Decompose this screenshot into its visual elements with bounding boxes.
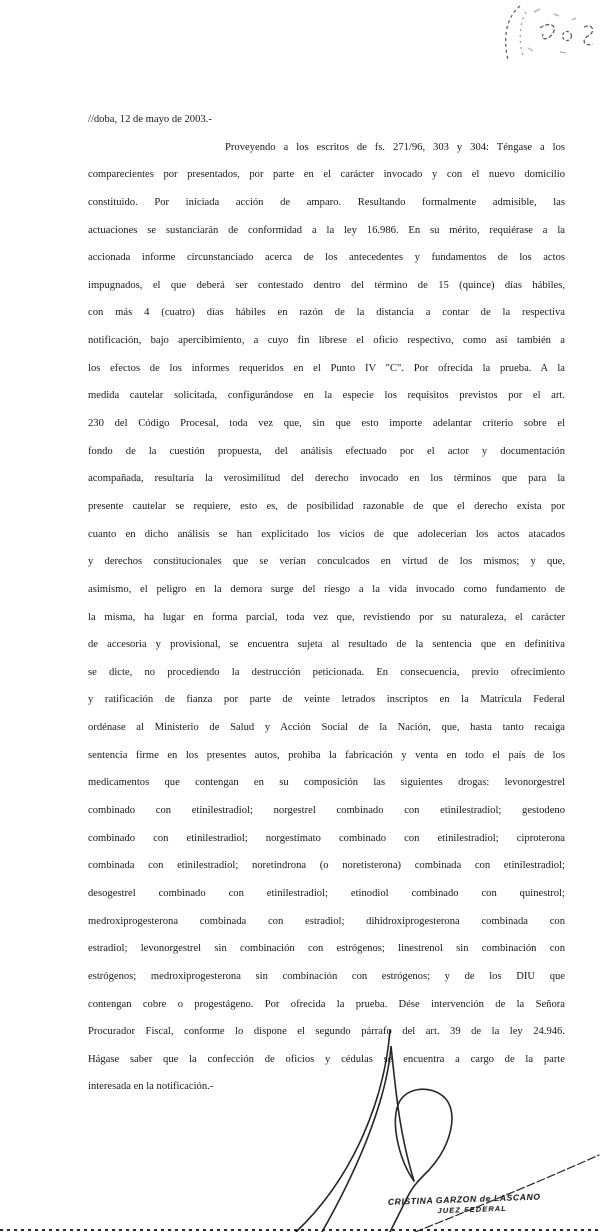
body-line: medida cautelar solicitada, configurándose en la especie los requisitos previstos por el art.: [88, 390, 565, 402]
body-line: acompañada, resultaría la verosimilitud del derecho invocado en los términos que para la: [88, 473, 565, 485]
body-line: combinado con etinilestradiol; norgestrel combinado con etinilestradiol; gestodeno: [88, 805, 565, 817]
body-line: cuanto en dicho análisis se han explicitado los vicios de que adolecerían los actos atacados: [88, 528, 565, 540]
body-line: constituido. Por iniciada acción de amparo. Resultando formalmente admisible, las: [88, 196, 565, 208]
body-line: comparecientes por presentados, por parte en el carácter invocado y con el nuevo domicilio: [88, 169, 565, 181]
body-line: notificación, bajo apercibimiento, a cuyo fin líbrese el oficio respectivo, como así también a: [88, 335, 565, 347]
body-line: y derechos constitucionales que se verían conculcados en virtud de los mismos; y que,: [88, 556, 565, 568]
signer-name: CRISTINA GARZON de LASCANO: [387, 1191, 541, 1207]
body-line: estradiol; levonorgestrel sin combinación con estrógenos; linestrenol sin combinación con: [88, 943, 565, 955]
stamp-scribble-icon: [468, 0, 600, 78]
body-line: se dicte, no procediendo la destrucción peticionada. En consecuencia, previo ofrecimiento: [88, 666, 565, 678]
body-line: desogestrel combinado con etinilestradiol; etinodiol combinado con quinestrol;: [88, 887, 565, 899]
body-line: actuaciones se sustanciarán de conformidad a la ley 16.986. En su mérito, requiérase a la: [88, 224, 565, 236]
body-line: medicamentos que contengan en su composición las siguientes drogas: levonorgestrel: [88, 777, 565, 789]
body-line: combinado con etinilestradiol; norgestimato combinado con etinilestradiol; ciproterona: [88, 832, 565, 844]
body-line: sentencia firme en los presentes autos, prohiba la fabricación y venta en todo el país de los: [88, 749, 565, 761]
body-line: presente cautelar se requiere, esto es, de posibilidad razonable de que el derecho exista por: [88, 500, 565, 512]
body-line: contengan cobre o progestágeno. Por ofrecida la prueba. Dése intervención de la Señora: [88, 998, 565, 1010]
body-line: accionada informe circunstanciado acerca de los antecedentes y fundamentos de los actos: [88, 252, 565, 264]
body-line: impugnados, el que deberá ser contestado dentro del término de 15 (quince) días hábiles,: [88, 279, 565, 291]
body-line: y ratificación de fianza por parte de veinte letrados inscriptos en la Matrícula Federal: [88, 694, 565, 706]
body-line: estrógenos; medroxiprogesterona sin combinación con estrógenos; y de los DIU que: [88, 970, 565, 982]
body-line: ordénase al Ministerio de Salud y Acción Social de la Nación, que, hasta tanto recaiga: [88, 722, 565, 734]
body-line: asimismo, el peligro en la demora surge del riesgo a la vida invocado como fundamento de: [88, 583, 565, 595]
body-line: de accesoria y provisional, se encuentra sujeta al resultado de la sentencia que en definitiva: [88, 639, 565, 651]
body-line: Proveyendo a los escritos de fs. 271/96, 303 y 304: Téngase a los: [225, 141, 565, 153]
body-line: combinada con etinilestradiol; noretindrona (o noretisterona) combinada con etinilestradiol;: [88, 860, 565, 872]
body-line: 230 del Código Procesal, toda vez que, sin que esto importe adelantar criterio sobre el: [88, 418, 565, 430]
signer-title: JUEZ FEDERAL: [437, 1203, 508, 1216]
body-line: Procurador Fiscal, conforme lo dispone el segundo párrafo del art. 39 de la ley 24.946.: [88, 1026, 565, 1038]
resolution-text-block: [88, 106, 565, 1101]
body-line: la misma, ha lugar en forma parcial, toda vez que, revistiendo por su naturaleza, el carácter: [88, 611, 565, 623]
body-line: los efectos de los informes requeridos en el Punto IV "C". Por ofrecida la prueba. A la: [88, 362, 565, 374]
body-line: fondo de la cuestión propuesta, del análisis efectuado por el actor y documentación: [88, 445, 565, 457]
body-line: medroxiprogesterona combinada con estradiol; dihidroxiprogesterona combinada con: [88, 915, 565, 927]
date-line: //doba, 12 de mayo de 2003.-: [88, 114, 212, 125]
body-line: Hágase saber que la confección de oficios y cédulas se encuentra a cargo de la parte: [88, 1053, 565, 1065]
signature-block: [388, 1191, 557, 1217]
body-line: con más 4 (cuatro) días hábiles en razón de la distancia a contar de la respectiva: [88, 307, 565, 319]
perforation-dotted-line: [0, 1229, 600, 1231]
body-line: interesada en la notificación.-: [88, 1081, 214, 1093]
